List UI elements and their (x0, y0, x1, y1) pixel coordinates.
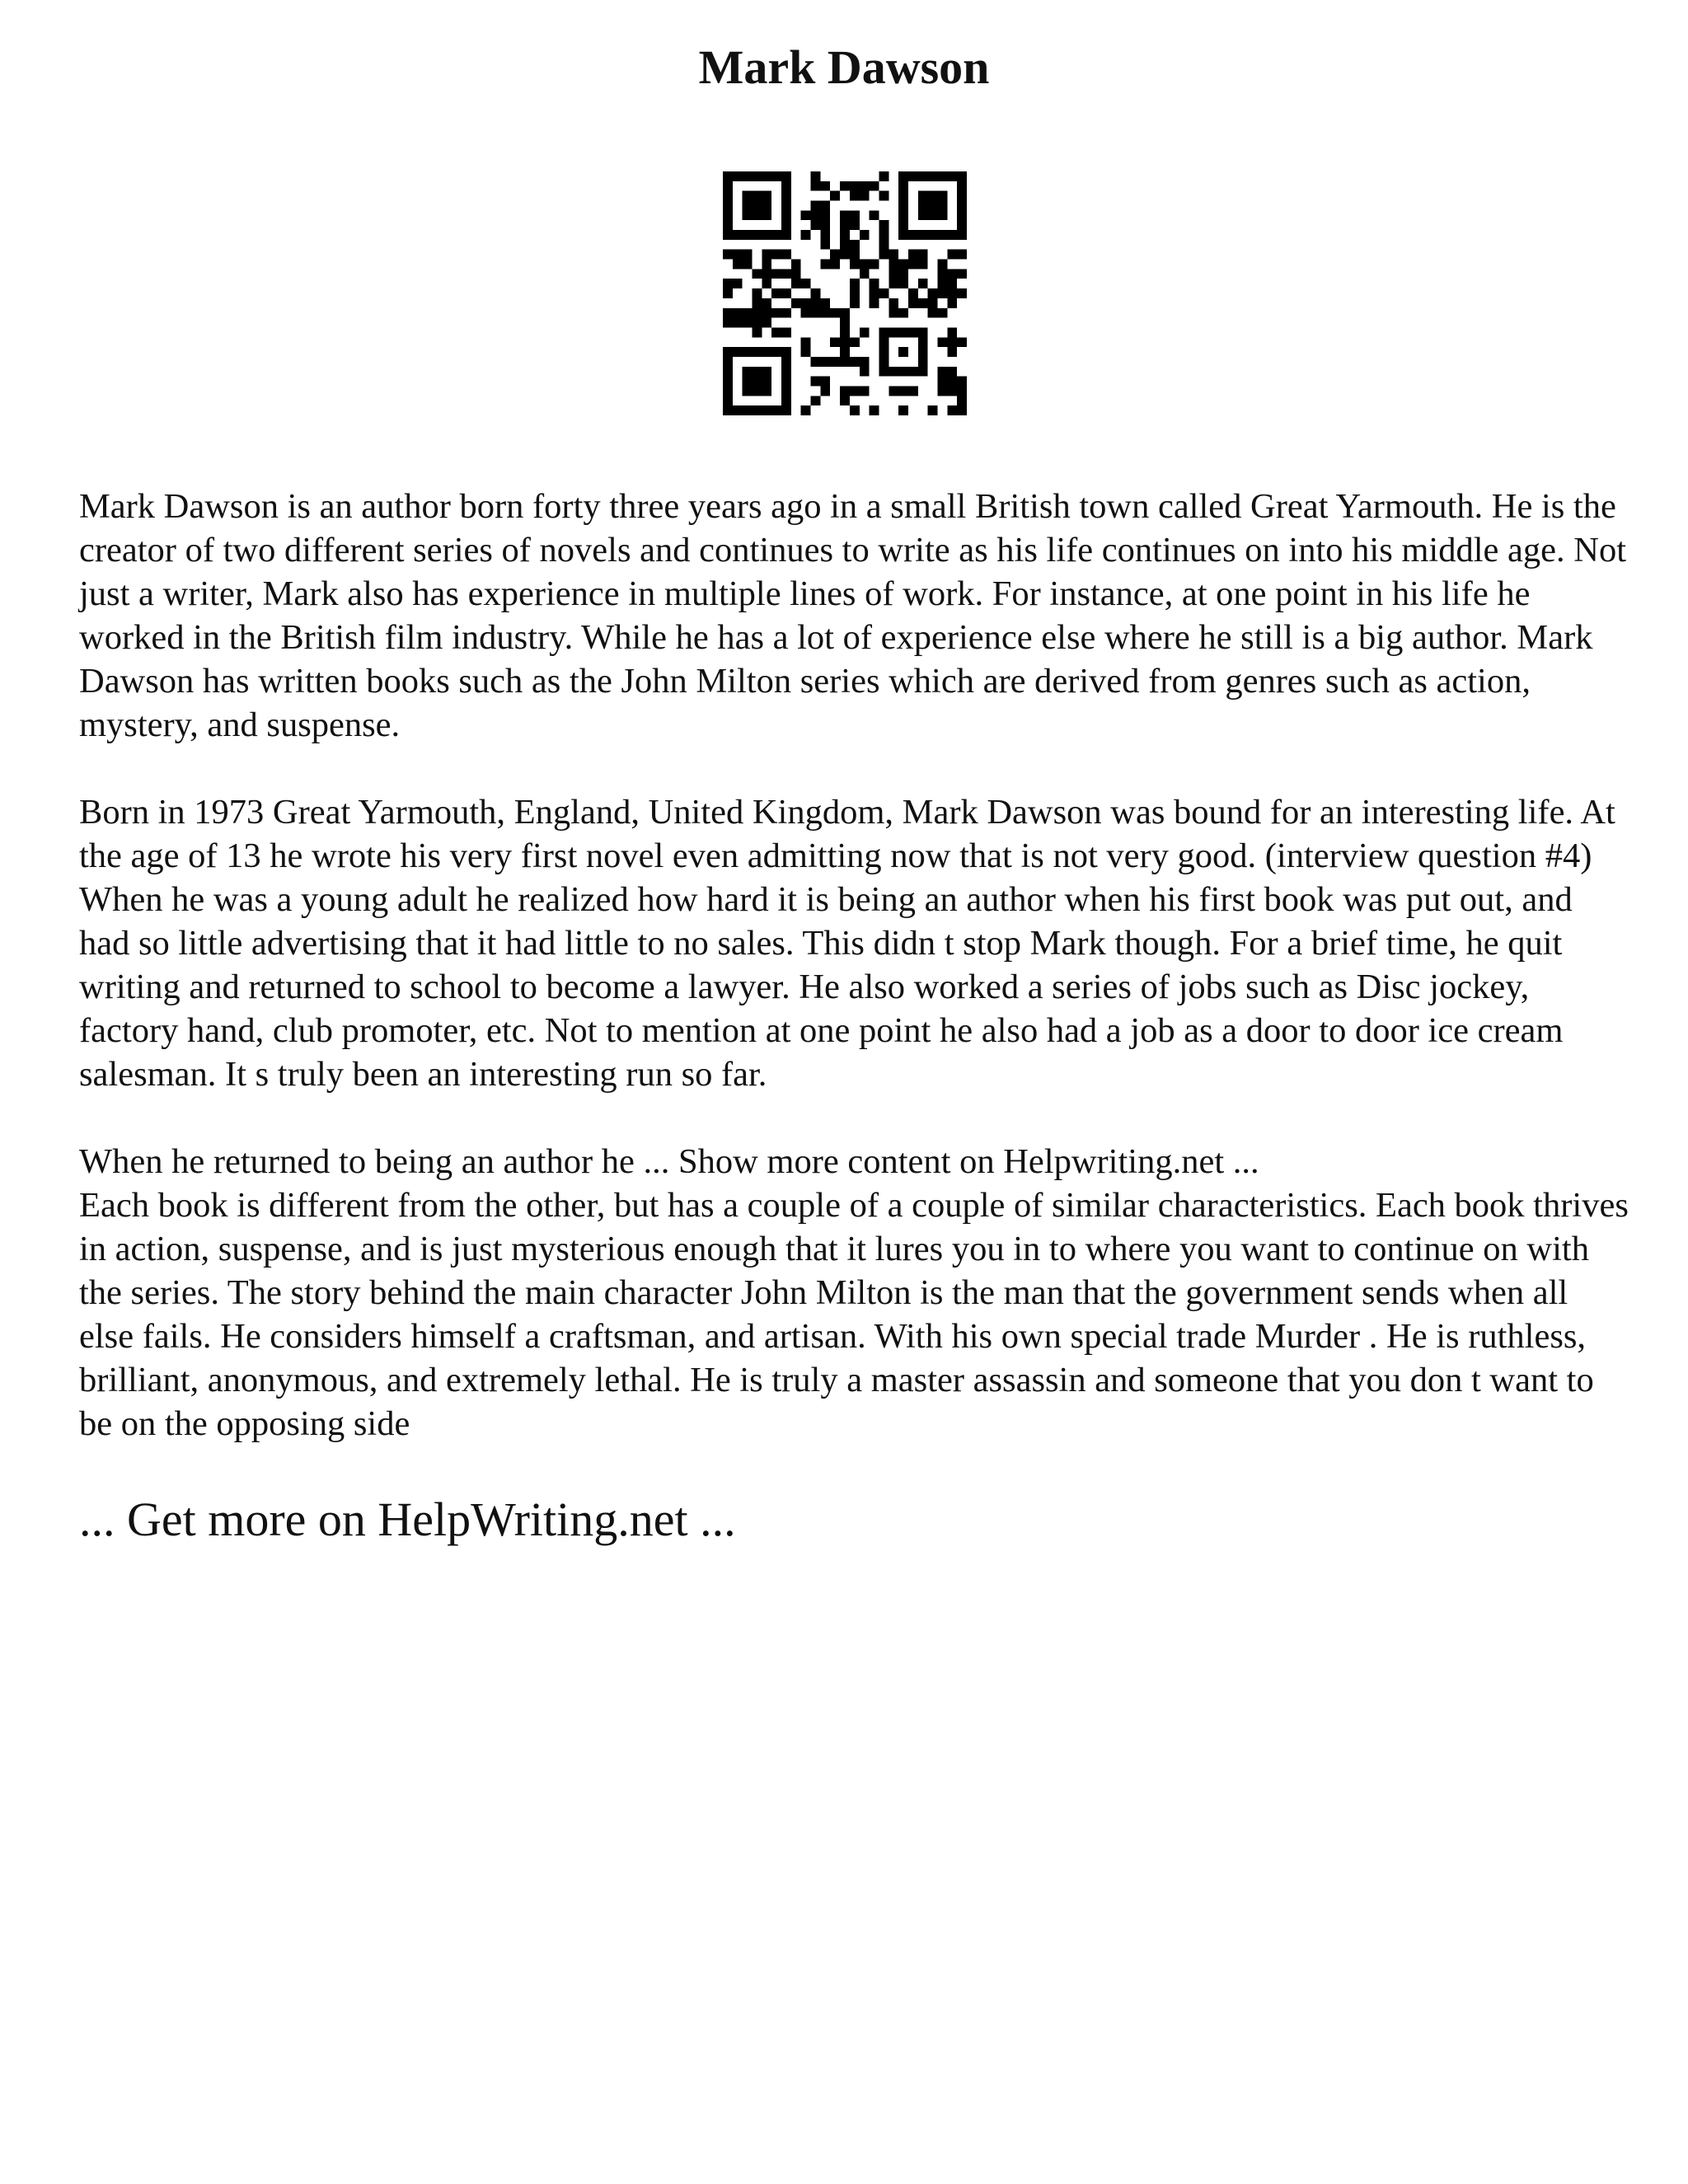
paragraph-intro: Mark Dawson is an author born forty three years ago in a small British town called Great Yarmouth. He is the creator of two different series of novels and continues to write as his life continues on into his middle age. Not just a writer, Mark also has experience in multiple lines of work. For instance, at one point in his life he worked in the British film industry. While he has a lot of experience else where he still is a big author. Mark Dawson has written books such as the John Milton series which are derived from genres such as action, mystery, and suspense. (79, 487, 1627, 744)
get-more-link[interactable]: ... Get more on HelpWriting.net ... (79, 1493, 736, 1546)
page-title: Mark Dawson (698, 40, 990, 94)
paragraph-biography: Born in 1973 Great Yarmouth, England, United Kingdom, Mark Dawson was bound for an interesting life. At the age of 13 he wrote his very first novel even admitting now that is not very good. (interview question #4) When he was a young adult he realized how hard it is being an author when his first book was put out, and had so little advertising that it had little to no sales. This didn t stop Mark though. For a brief time, he quit writing and returned to school to become a lawyer. He also worked a series of jobs such as Disc jockey, factory hand, club promoter, etc. Not to mention at one point he also had a job as a door to door ice cream salesman. It s truly been an interesting run so far. (79, 793, 1615, 1094)
qr-code (723, 171, 967, 415)
paragraph-books: Each book is different from the other, but has a couple of a couple of similar characteristics. Each book thrives in action, suspense, and is just mysterious enough that it lures you in to where you want to continue on with the series. The story behind the main character John Milton is the man that the government sends when all else fails. He considers himself a craftsman, and artisan. With his own special trade Murder . He is ruthless, brilliant, anonymous, and extremely lethal. He is truly a master assassin and someone that you don t want to be on the opposing side (79, 1186, 1629, 1443)
paragraph-teaser: When he returned to being an author he ... Show more content on Helpwriting.net ... (79, 1142, 1259, 1181)
article-body (79, 485, 1629, 1446)
